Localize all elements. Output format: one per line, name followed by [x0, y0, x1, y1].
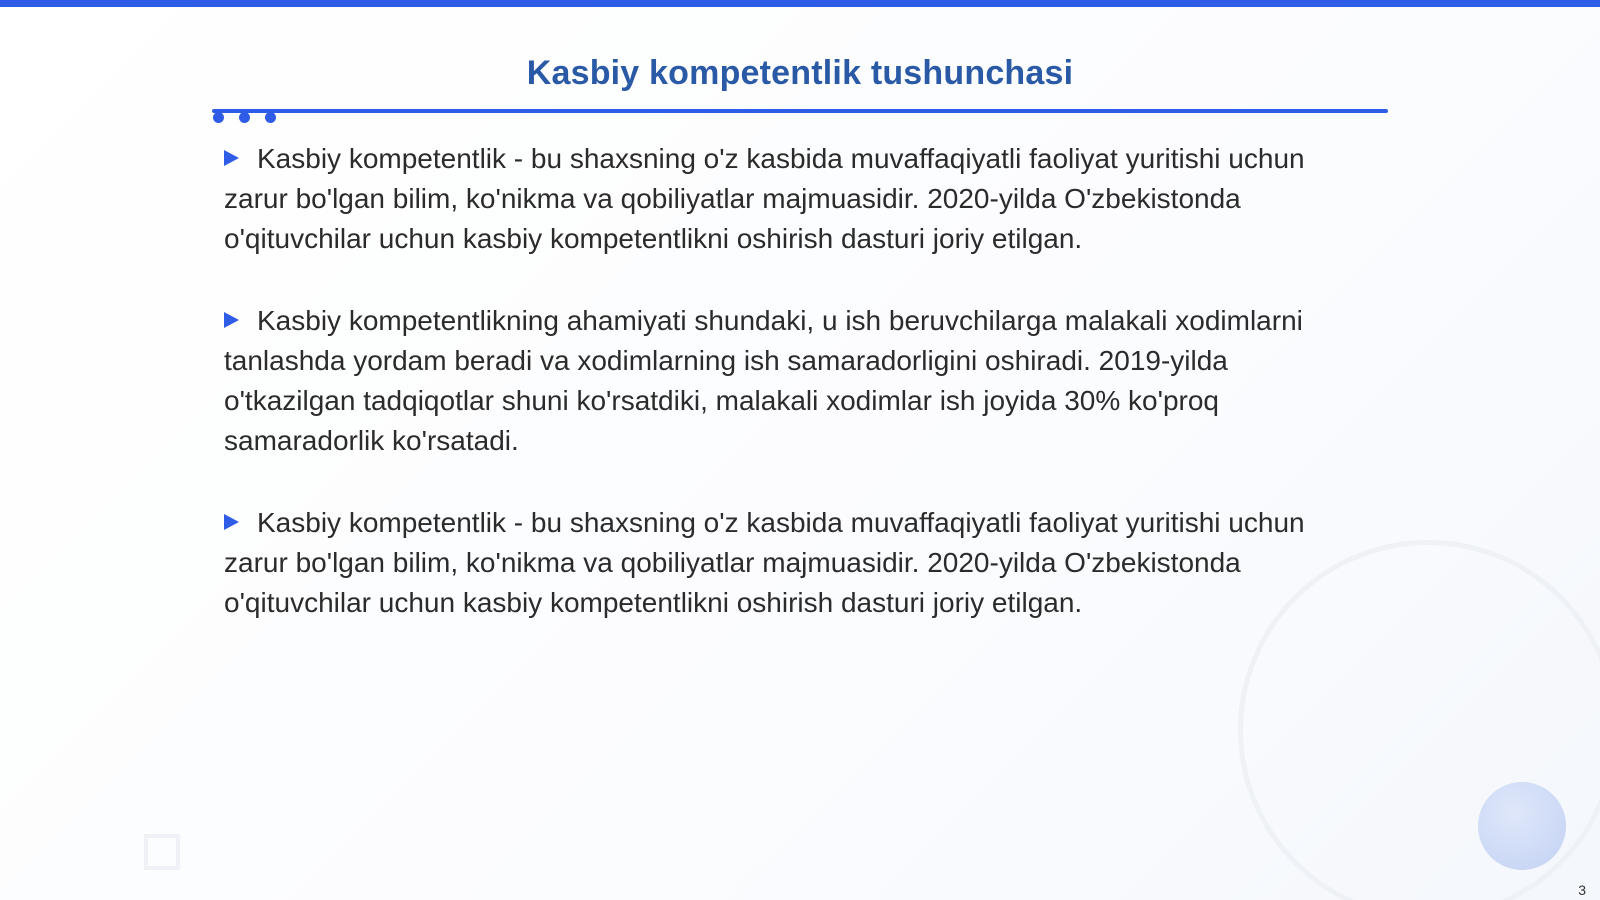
- bullet-text: Kasbiy kompetentlikning ahamiyati shundaki, u ish beruvchilarga malakali xodimlarni tanlashda yordam beradi va xodimlarning ish samaradorligini oshiradi. 2019-yilda o'tkazilgan tadqiqotlar shuni ko'rsatdiki, malakali xodimlar ish joyida 30% ko'proq samaradorlik ko'rsatadi.: [224, 305, 1303, 456]
- bullet-paragraph: [224, 139, 1364, 259]
- decorative-square-icon: [144, 834, 180, 870]
- bullet-text: Kasbiy kompetentlik - bu shaxsning o'z kasbida muvaffaqiyatli faoliyat yuritishi uchun zarur bo'lgan bilim, ko'nikma va qobiliyatlar majmuasidir. 2020-yilda O'zbekistonda o'qituvchilar uchun kasbiy kompetentlikni oshirish dasturi joriy etilgan.: [224, 507, 1305, 618]
- triangle-right-icon: [224, 150, 239, 166]
- decorative-dot-icon: [265, 112, 276, 123]
- triangle-right-icon: [224, 514, 239, 530]
- decorative-dot-icon: [213, 112, 224, 123]
- triangle-right-icon: [224, 312, 239, 328]
- page-number: 3: [1578, 882, 1586, 898]
- decorative-dot-icon: [239, 112, 250, 123]
- bullet-paragraph: [224, 503, 1364, 623]
- slide-body: [224, 139, 1364, 665]
- title-underline: [212, 109, 1388, 113]
- bullet-text: Kasbiy kompetentlik - bu shaxsning o'z kasbida muvaffaqiyatli faoliyat yuritishi uchun zarur bo'lgan bilim, ko'nikma va qobiliyatlar majmuasidir. 2020-yilda O'zbekistonda o'qituvchilar uchun kasbiy kompetentlikni oshirish dasturi joriy etilgan.: [224, 143, 1305, 254]
- slide-title: Kasbiy kompetentlik tushunchasi: [526, 54, 1074, 92]
- bullet-paragraph: [224, 301, 1364, 461]
- top-accent-bar: [0, 0, 1600, 7]
- decorative-circle-icon: [1478, 782, 1566, 870]
